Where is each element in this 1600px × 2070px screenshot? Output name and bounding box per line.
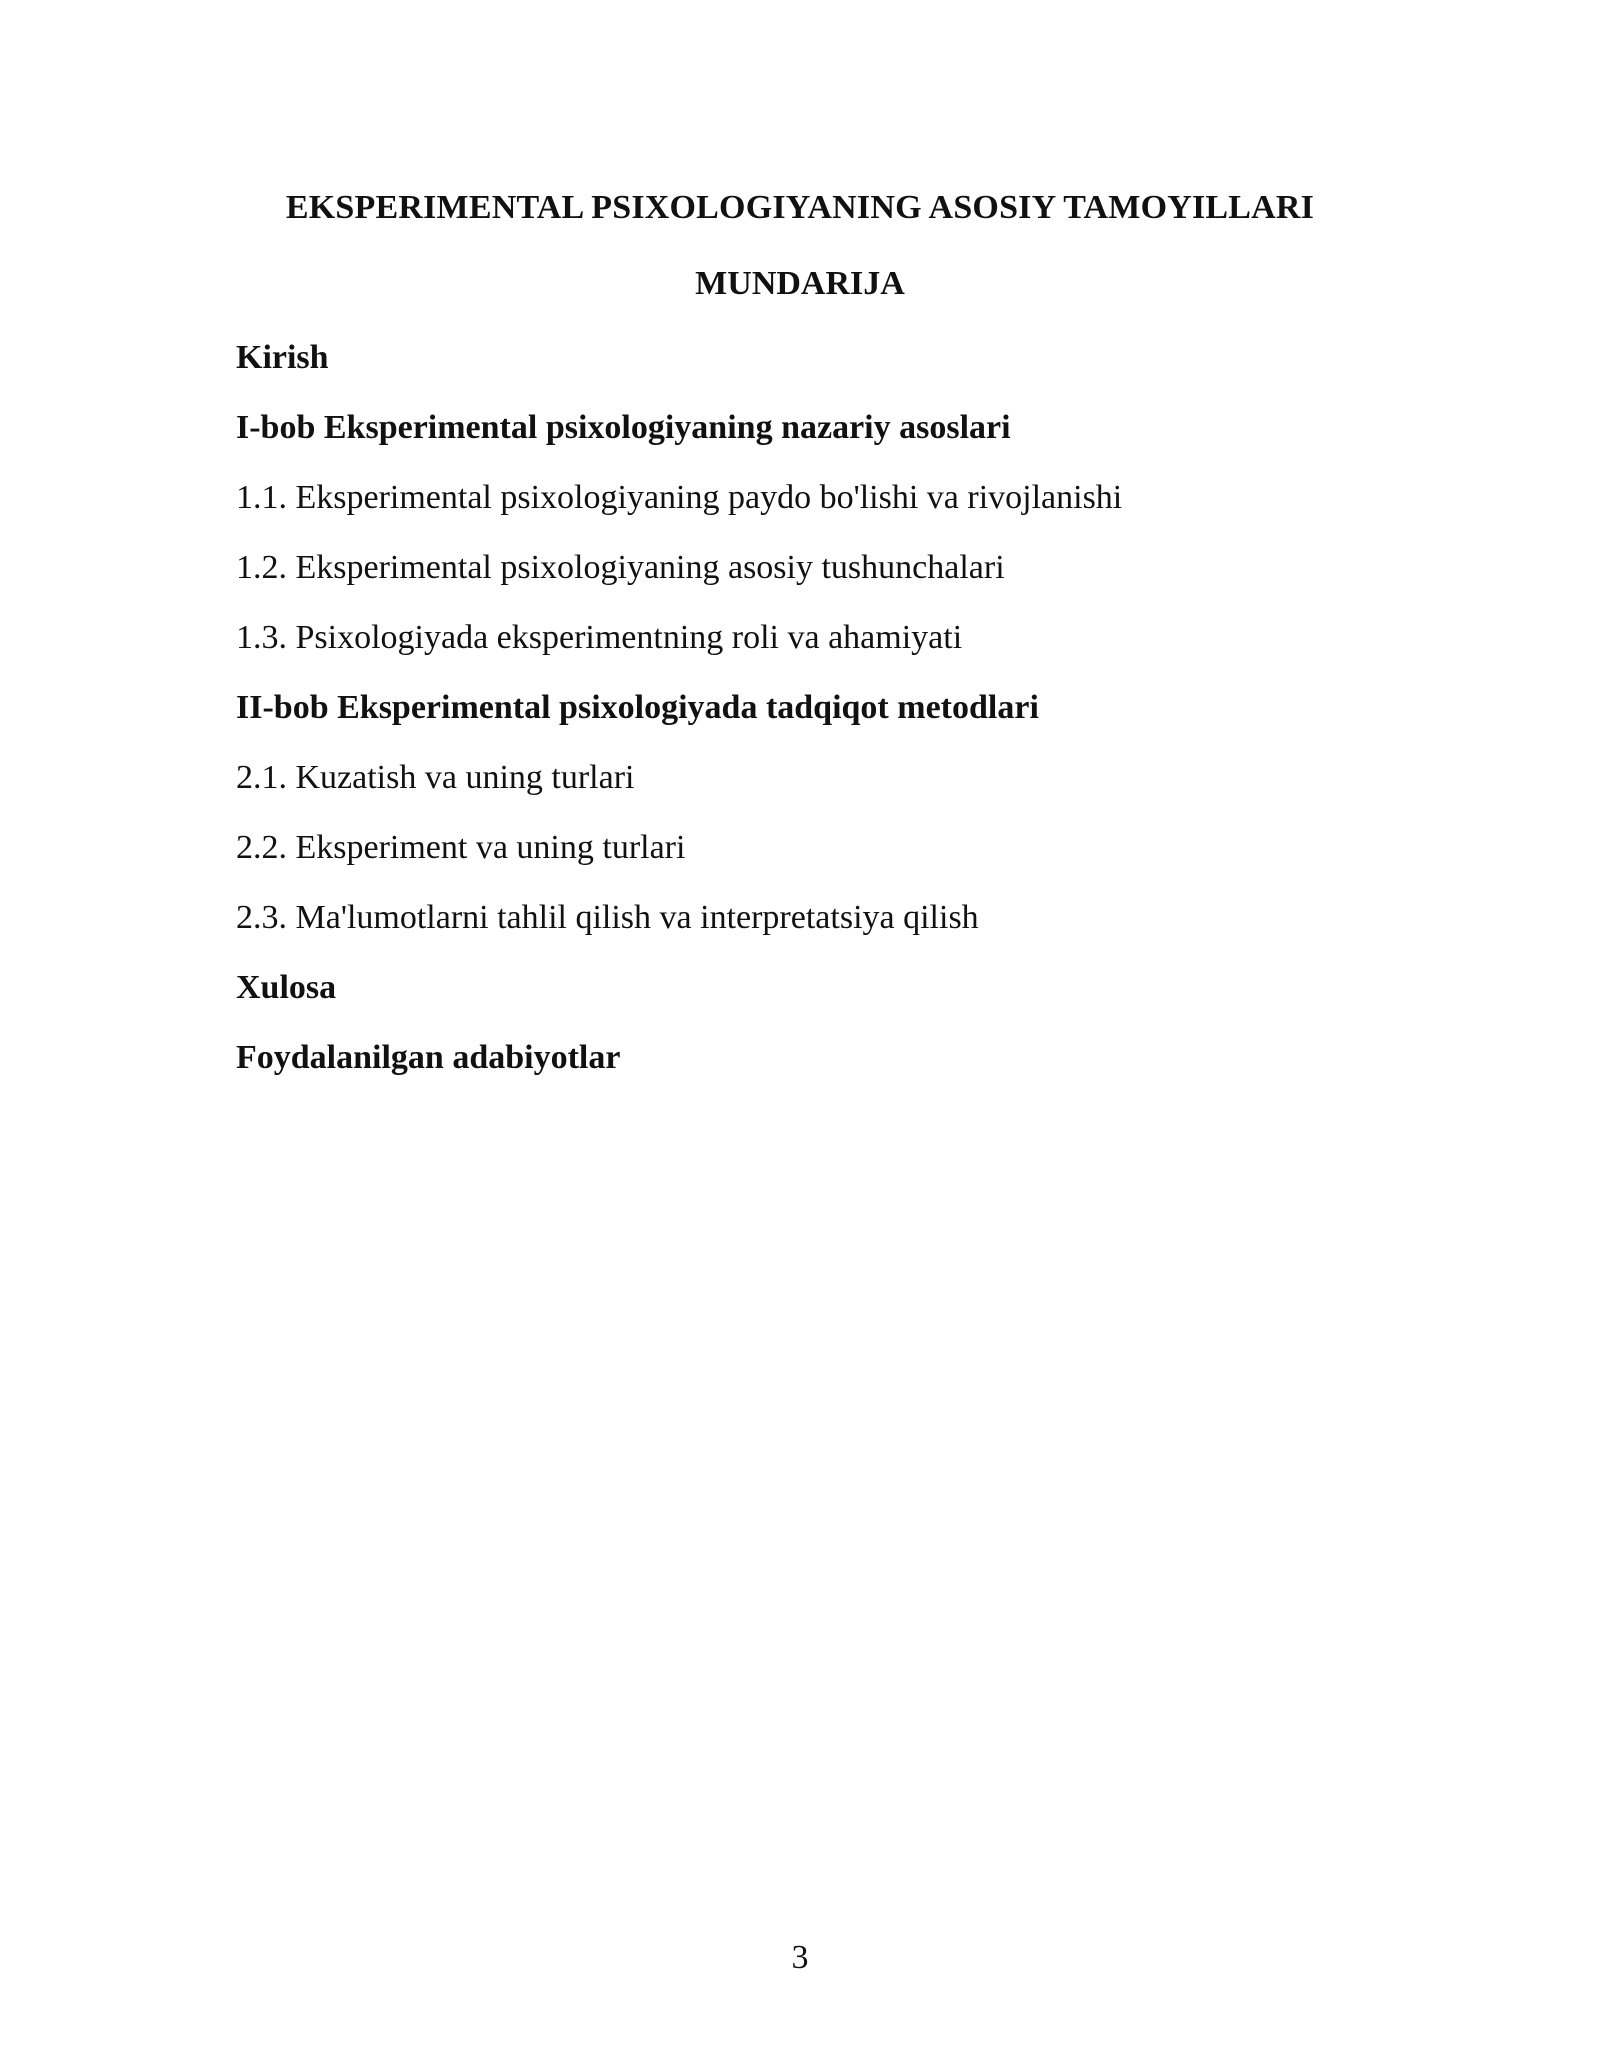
toc-item-chapter-2: II-bob Eksperimental psixologiyada tadqiqot metodlari (236, 689, 1039, 726)
toc-item-chapter-1: I-bob Eksperimental psixologiyaning nazariy asoslari (236, 409, 1011, 446)
toc-item-2-3: 2.3. Ma'lumotlarni tahlil qilish va interpretatsiya qilish (236, 899, 979, 936)
toc-item-references: Foydalanilgan adabiyotlar (236, 1039, 621, 1076)
toc-item-1-1: 1.1. Eksperimental psixologiyaning paydo bo'lishi va rivojlanishi (236, 479, 1123, 516)
toc-item-1-3: 1.3. Psixologiyada eksperimentning roli va ahamiyati (236, 619, 963, 656)
table-of-contents (236, 336, 1436, 1106)
toc-item-1-2: 1.2. Eksperimental psixologiyaning asosiy tushunchalari (236, 549, 1005, 586)
page-number: 3 (791, 1939, 809, 1976)
toc-heading: MUNDARIJA (695, 265, 905, 302)
toc-item-kirish: Kirish (236, 339, 329, 376)
toc-item-2-1: 2.1. Kuzatish va uning turlari (236, 759, 635, 796)
toc-item-2-2: 2.2. Eksperiment va uning turlari (236, 829, 686, 866)
document-title: EKSPERIMENTAL PSIXOLOGIYANING ASOSIY TAMOYILLARI (285, 189, 1315, 226)
toc-item-xulosa: Xulosa (236, 969, 337, 1006)
